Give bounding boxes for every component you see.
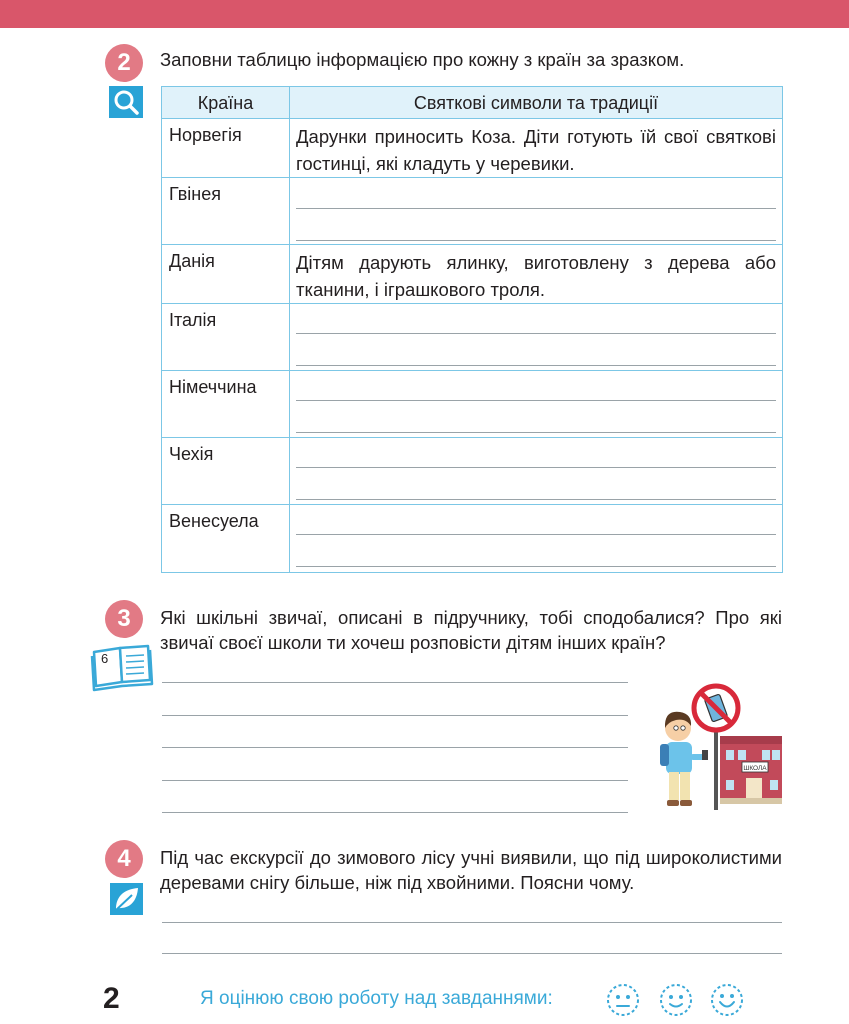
table-row-czechia <box>162 438 782 505</box>
answer-line[interactable] <box>162 747 628 748</box>
table-row-norway <box>162 119 782 178</box>
traditions-answer-cell[interactable] <box>290 178 782 244</box>
answer-line <box>296 208 776 209</box>
self-assessment-label: Я оцінюю свою роботу над завданнями: <box>200 988 553 1009</box>
answer-line[interactable] <box>162 922 782 923</box>
answer-line[interactable] <box>162 682 628 683</box>
answer-line[interactable] <box>162 715 628 716</box>
traditions-answer-cell[interactable] <box>290 304 782 370</box>
header-traditions: Святкові символи та традиції <box>413 93 659 113</box>
table-row-guinea <box>162 178 782 245</box>
answer-line <box>296 534 776 535</box>
task-3-question: Які шкільні звичаї, описані в підручнику, тобі сподобалися? Про які звичаї своєї школи ти хочеш розповісти дітям інших країн? <box>160 607 782 653</box>
answer-line[interactable] <box>162 953 782 954</box>
textbook-page-number: 6 <box>101 651 109 666</box>
traditions-cell: Дарунки приносить Коза. Діти готують їй свої святкові гостинці, які кладуть у черевики. <box>296 126 776 174</box>
country-cell: Чехія <box>162 438 290 504</box>
answer-line <box>296 400 776 401</box>
boy-no-phone-school-illustration <box>650 680 785 815</box>
country-cell: Італія <box>162 304 290 370</box>
task-4-number-badge: 4 <box>105 840 143 878</box>
country-cell: Венесуела <box>162 505 290 572</box>
slight-smile-icon[interactable] <box>659 983 693 1017</box>
task-2-number-badge: 2 <box>105 44 143 82</box>
answer-line <box>296 499 776 500</box>
answer-line <box>296 240 776 241</box>
table-row-venezuela <box>162 505 782 572</box>
traditions-cell: Дітям дарують ялинку, виготовлену з дерева або тканини, і іграшкового троля. <box>296 252 776 300</box>
country-cell: Гвінея <box>162 178 290 244</box>
countries-traditions-table <box>161 86 783 573</box>
answer-line[interactable] <box>162 812 628 813</box>
task-3-number-badge: 3 <box>105 600 143 638</box>
traditions-answer-cell[interactable] <box>290 438 782 504</box>
answer-line <box>296 467 776 468</box>
header-country: Країна <box>162 87 290 118</box>
big-smile-icon[interactable] <box>710 983 744 1017</box>
table-row-denmark <box>162 245 782 304</box>
magnifier-icon <box>109 86 143 118</box>
country-cell: Данія <box>162 245 290 303</box>
traditions-answer-cell[interactable] <box>290 371 782 437</box>
traditions-answer-cell[interactable] <box>290 505 782 572</box>
country-cell: Норвегія <box>162 119 290 177</box>
task-4-question: Під час екскурсії до зимового лісу учні виявили, що під широколистими деревами снігу більше, ніж під хвойними. Поясни чому. <box>160 847 782 893</box>
answer-line <box>296 333 776 334</box>
table-row-italy <box>162 304 782 371</box>
answer-line <box>296 365 776 366</box>
school-sign: ШКОЛА <box>743 765 767 772</box>
answer-line[interactable] <box>162 780 628 781</box>
table-header-row <box>162 87 782 119</box>
top-color-bar <box>0 0 849 28</box>
country-cell: Німеччина <box>162 371 290 437</box>
leaf-icon <box>110 883 143 915</box>
answer-line <box>296 432 776 433</box>
neutral-face-icon[interactable] <box>606 983 640 1017</box>
answer-line <box>296 566 776 567</box>
table-row-germany <box>162 371 782 438</box>
open-book-icon <box>90 640 154 694</box>
page-number: 2 <box>103 982 120 1015</box>
task-2-instruction: Заповни таблицю інформацією про кожну з країн за зразком. <box>160 49 685 70</box>
